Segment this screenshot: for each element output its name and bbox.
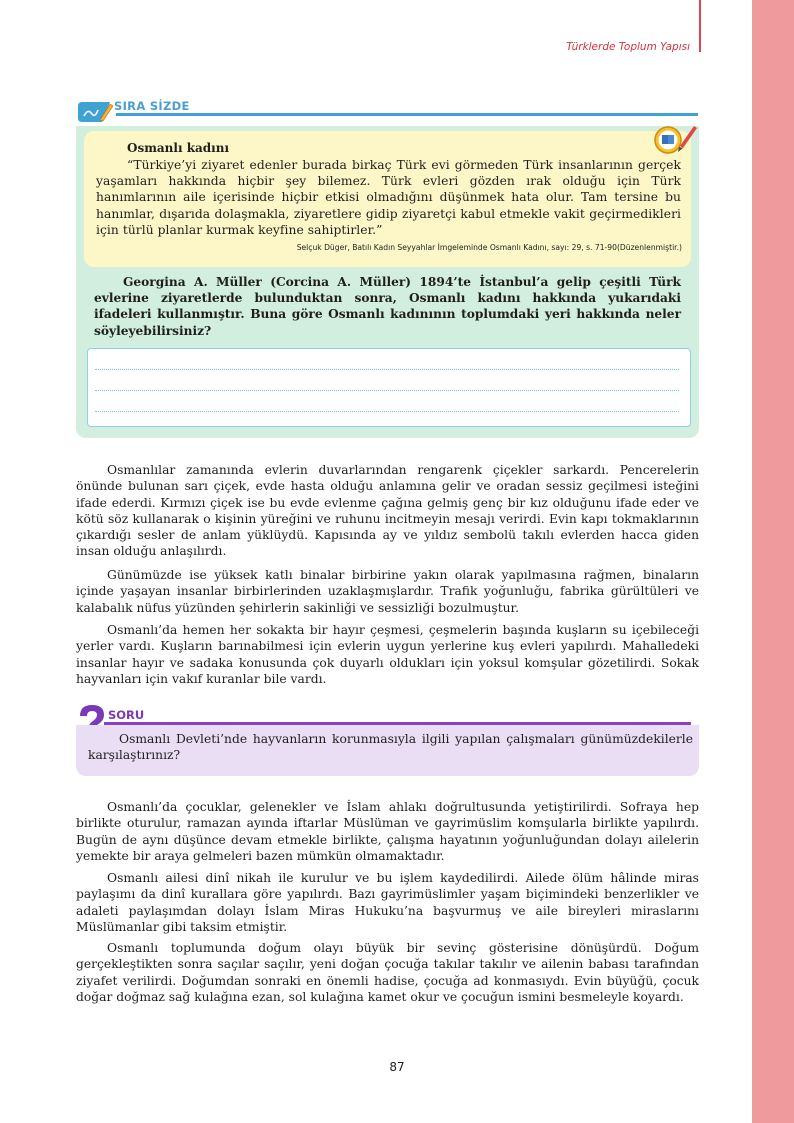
answer-line[interactable] [95,411,679,412]
sira-sizde-rule [116,113,698,116]
body-paragraph: Osmanlı’da çocuklar, gelenekler ve İslam ahlakı doğrultusunda yetiştirilirdi. Sofraya hep birlikte oturulur, ramazan ayında iftarlar Müslüman ve gayrimüslim komşularla birlikte yapılırdı. Bugün de aynı düşünce devam etmekle birlikte, çalışma hayatının yoğunluğundan dolayı ailelerin yemekte bir araya gelmeleri bazen mümkün olmamaktadır. [76,800,699,863]
sira-sizde-label: SIRA SİZDE [114,99,190,113]
soru-label: SORU [108,708,145,722]
reading-badge-icon [652,122,698,158]
quote-source: Selçuk Düger, Batılı Kadın Seyyahlar İmgeleminde Osmanlı Kadını, sayı: 29, s. 71-90(Düzenlenmiştir.) [296,243,682,252]
quote-title: Osmanlı kadını [127,141,230,155]
quote-text: “Türkiye’yi ziyaret edenler burada birkaç Türk evi görmeden Türk insanlarının gerçek yaşamları hakkında hiçbir şey bilemez. Türk evleri gözden ırak olduğu için Türk hanımlarının aile içerisinde hiçbir etkisi olmadığını düşünmek hata olur. Tam tersine bu hanımlar, dışarıda dolaşmakla, ziyaretlere gidip ziyaretçi kabul etmekle vakit geçirmedikleri için türlü planlar kurmak keyfine sahiptirler.” [96,158,681,237]
answer-line[interactable] [95,390,679,391]
sira-sizde-header [76,96,698,126]
body-paragraph: Osmanlı’da hemen her sokakta bir hayır çeşmesi, çeşmelerin başında kuşların su içebileceği yerler vardı. Kuşların barınabilmesi için evlerin uygun yerlerine kuş evleri yapılırdı. Mahalledeki insanlar hayır ve sadaka konusunda çok duyarlı oldukları için yoksul komşular gözetilirdi. Sokak hayvanları için vakıf kuranlar bile vardı. [76,623,699,686]
page-number: 87 [389,1060,405,1074]
task-question: Georgina A. Müller (Corcina A. Müller) 1894’te İstanbul’a gelip çeşitli Türk evlerine ziyaretlerde bulunduktan sonra, Osmanlı kadını hakkında yukarıdaki ifadeleri kullanmıştır. Buna göre Osmanlı kadınının toplumdaki yeri hakkında neler söyleyebilirsiniz? [94,275,681,338]
body-paragraph: Osmanlılar zamanında evlerin duvarlarından rengarenk çiçekler sarkardı. Pencerelerin önünde bulunan sarı çiçek, evde hasta olduğu anlamına gelir ve oradan sessiz geçilmesi isteğini ifade ederdi. Kırmızı çiçek ise bu evde evlenme çağına gelmiş genç bir kız olduğunu ifade eder ve kötü söz kullanarak o kişinin yüreğini ve ruhunu incitmeyin mesajı verirdi. Evin kapı tokmaklarının çıkardığı sesler de anlam yüklüydü. Kapısında ay ve yıldız sembolü takılı evlerden hacca giden insan olduğu anlaşılırdı. [76,463,699,559]
body-paragraph: Günümüzde ise yüksek katlı binalar birbirine yakın olarak yapılmasına rağmen, binaların içinde yaşayan insanlar birbirlerinden uzaklaşmışlardır. Trafik yoğunluğu, fabrika gürültüleri ve kalabalık nüfus yüzünden şehirlerin sakinliği ve sessizliği bozulmuştur. [76,568,699,615]
side-strip [752,0,794,1123]
answer-line[interactable] [95,369,679,370]
pencil-icon [76,100,114,124]
soru-question: Osmanlı Devleti’nde hayvanların korunmasıyla ilgili yapılan çalışmaları günümüzdekilerle karşılaştırınız? [88,732,693,763]
header-divider [699,0,701,52]
body-paragraph: Osmanlı toplumunda doğum olayı büyük bir sevinç gösterisine dönüşürdü. Doğum gerçekleştikten sonra saçılar saçılır, yeni doğan çocuğa takılar takılır ve ailenin babası tarafından ziyafet verilirdi. Doğumdan sonraki en önemli hadise, çocuğa ad konmasıydı. Evin büyüğü, çocuk doğar doğmaz sağ kulağına ezan, sol kulağına kamet okur ve çocuğun ismini besmeleyle koyardı. [76,941,699,1004]
answer-box[interactable] [87,348,691,427]
body-paragraph: Osmanlı ailesi dinî nikah ile kurulur ve bu işlem kaydedilirdi. Ailede ölüm hâlinde miras paylaşımı da dinî kurallara göre yapılırdı. Bazı gayrimüslimler yaşam biçimindeki benzerlikler ve adaleti paylaşımdan dolayı İslam Miras Hukuku’na başvurmuş ve aile bireyleri miraslarını Müslümanlar gibi taksim etmiştir. [76,871,699,934]
header-title: Türklerde Toplum Yapısı [566,41,690,53]
